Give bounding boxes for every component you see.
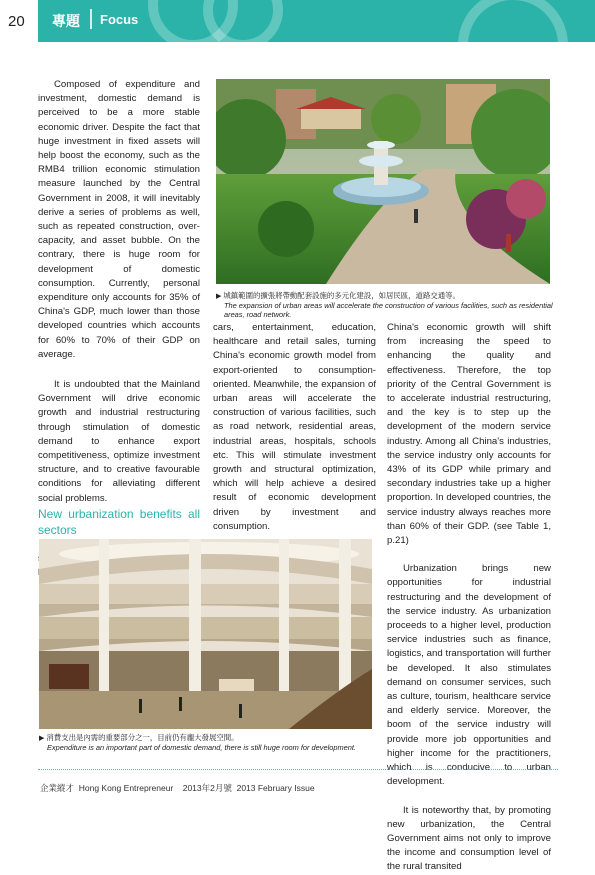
banner-decoration (203, 0, 283, 42)
article-column-2 (213, 321, 376, 560)
caption-arrow-icon: ▶ (39, 735, 45, 742)
article-column-1 (38, 78, 200, 581)
paragraph: It is noteworthy that, by promoting new urbanization, the Central Government aims not only to improve the income and consumption level of the rural transited (387, 804, 551, 873)
magazine-name-en: Hong Kong Entrepreneur (78, 783, 174, 793)
section-title-zh: 專題 (52, 13, 80, 29)
page-footer (40, 782, 315, 794)
article-column-3 (387, 321, 551, 875)
paragraph: It is undoubted that the Mainland Government will drive economic growth and industrial restructuring through stimulation of domestic demand to enhance export competitiveness, optimize investment structure, and to creative favourable conditions for alleviating different social problems. (38, 379, 200, 504)
section-banner (38, 0, 595, 42)
caption-zh: 城鎮範圍的擴張將帶動配套設施的多元化建設，如居民區，道路交通等。 (223, 291, 460, 300)
photo-caption (39, 733, 379, 752)
banner-decoration (458, 0, 568, 42)
section-separator (90, 9, 92, 29)
issue-zh: 2013年2月號 (182, 783, 232, 793)
paragraph: Urbanization brings new opportunities for industrial restructuring and the development of the service industry. As urbanization proceeds to a higher level, production service industries such as finance, logistics, and transportation will further be developed. It also stimulates demand on consumer services, such as culture, tourism, healthcare service and elderly service. Moreover, the boom of the service industry will provide more job opportunities and higher income for the practitioners, which is conducive to urban development. (387, 563, 551, 788)
magazine-name-zh: 企業縱才 (40, 783, 75, 793)
caption-zh: 消費支出是內需的重要部分之一，目前仍有龐大發展空間。 (46, 733, 239, 742)
issue-en: 2013 February Issue (236, 783, 315, 793)
caption-en: Expenditure is an important part of domestic demand, there is still huge room for development. (47, 743, 356, 753)
paragraph: Composed of expenditure and investment, domestic demand is perceived to be a more stable economic driver. Despite the fact that huge investment in fixed assets will help boost the economy, such as the RMB4 trillion economic stimulation measure launched by the Central Government in 2008, it will inevitably derive a series of problems as well, such as repeated construction, over-capacity, and asset bubble. On the contrary, there is huge room for development of domestic consumption. Currently, personal expenditure only accounts for 35% of China's GDP, much lower than those developed countries which accounts for 60% to 70% of their GDP on average. (38, 79, 200, 360)
photo-caption (216, 291, 556, 320)
footer-divider (38, 769, 558, 770)
shopping-mall-photo (39, 539, 372, 729)
section-title-en: Focus (100, 12, 139, 27)
paragraph: China's economic growth will shift from increasing the speed to enhancing the quality and effectiveness. Therefore, the top priority of the Central Government is to accelerate industrial restructuring, and the key is to step up the development of the modern service industry. Among all China's industries, the service industry only accounts for 43% of its GDP while primary and secondary industries take up a higher proportion. In developed countries, the service industry always reaches more than 60% of their GDP. (see Table 1, p.21) (387, 322, 551, 547)
caption-en: The expansion of urban areas will accelerate the construction of various facilities, such as residential areas, road network. (224, 301, 553, 320)
urban-garden-photo (216, 79, 550, 284)
section-subheading: New urbanization benefits all sectors (38, 506, 200, 537)
caption-arrow-icon: ▶ (216, 293, 222, 300)
paragraph: cars, entertainment, education, healthcare and retail sales, turning China's economic growth model from export-oriented to consumption-oriented. Meanwhile, the expansion of urban areas will accelerate the construction of various facilities, such as road network, residential areas, industrial areas, hospitals, schools etc. This will stimulate investment growth and structural optimization, which will help achieve a desired result of economic development driven by investment and consumption. (213, 322, 376, 532)
page-number: 20 (8, 13, 25, 30)
